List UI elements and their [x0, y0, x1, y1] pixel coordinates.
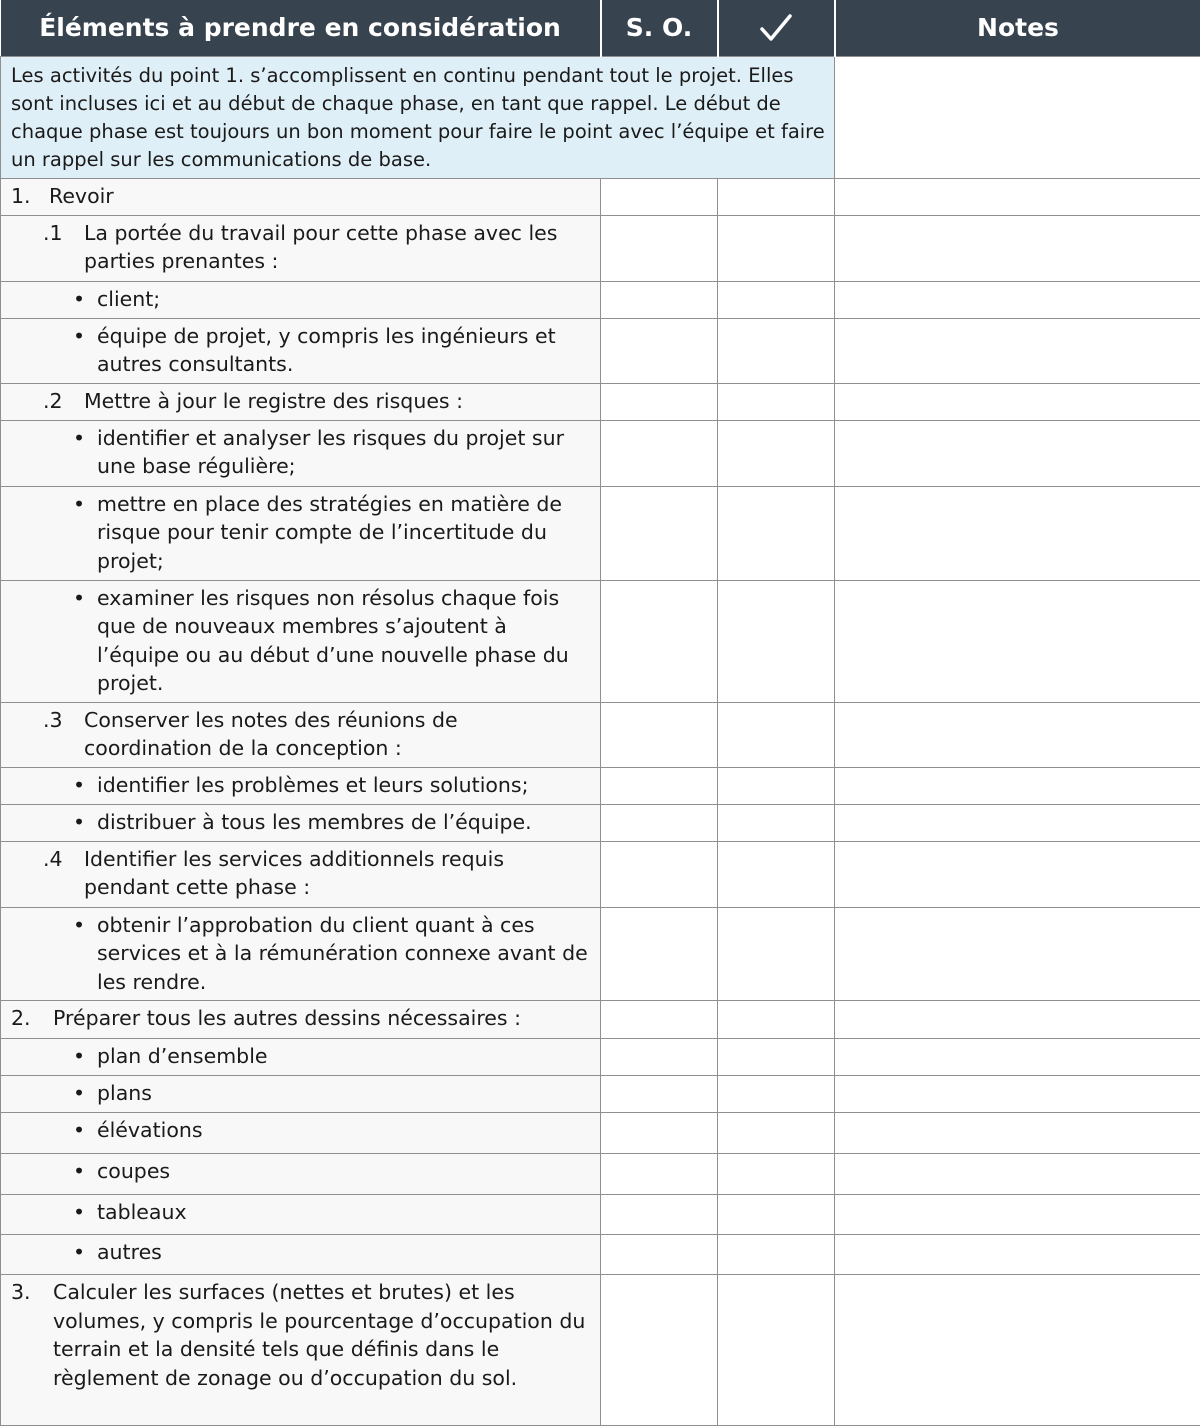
- item-cell: [1, 1154, 601, 1195]
- table-row: [1, 1154, 1200, 1195]
- na-cell[interactable]: [601, 1275, 718, 1426]
- header-notes: Notes: [835, 0, 1200, 56]
- bullet-marker: •: [73, 424, 97, 481]
- table-row: [1, 383, 1200, 420]
- check-cell[interactable]: [718, 420, 835, 486]
- check-cell[interactable]: [718, 178, 835, 215]
- na-cell[interactable]: [601, 1113, 718, 1154]
- notes-cell[interactable]: [835, 907, 1200, 1001]
- notes-cell[interactable]: [835, 841, 1200, 907]
- notes-cell[interactable]: [835, 178, 1200, 215]
- table-row: [1, 804, 1200, 841]
- check-cell[interactable]: [718, 767, 835, 804]
- na-cell[interactable]: [601, 580, 718, 702]
- header-row: [1, 0, 1200, 56]
- item-text: mettre en place des stratégies en matière de risque pour tenir compte de l’incertitude du projet;: [97, 490, 592, 576]
- item-cell: [1, 215, 601, 281]
- table-row: [1, 1001, 1200, 1039]
- notes-cell[interactable]: [835, 1154, 1200, 1195]
- notes-cell[interactable]: [835, 215, 1200, 281]
- intro-note: Les activités du point 1. s’accomplissent en continu pendant tout le projet. Elles sont incluses ici et au début de chaque phase, en tant que rappel. Le début de chaque phase est toujours un bon moment pour faire le point avec l’équipe et faire un rappel sur les communications de base.: [1, 56, 835, 178]
- item-text: obtenir l’approbation du client quant à ces services et à la rémunération connexe avant de les rendre.: [97, 911, 592, 997]
- item-marker: .2: [43, 387, 84, 416]
- table-row: [1, 318, 1200, 383]
- item-text: examiner les risques non résolus chaque fois que de nouveaux membres s’ajoutent à l’équipe ou au début d’une nouvelle phase du projet.: [97, 584, 592, 698]
- notes-cell[interactable]: [835, 1195, 1200, 1235]
- notes-cell[interactable]: [835, 486, 1200, 580]
- checkmark-icon: [759, 12, 793, 44]
- item-text: Revoir: [49, 182, 592, 211]
- bullet-marker: •: [73, 285, 97, 314]
- table-row: [1, 215, 1200, 281]
- check-cell[interactable]: [718, 1275, 835, 1426]
- item-marker: .3: [43, 706, 84, 763]
- na-cell[interactable]: [601, 1195, 718, 1235]
- notes-cell[interactable]: [835, 702, 1200, 767]
- check-cell[interactable]: [718, 486, 835, 580]
- notes-cell[interactable]: [835, 1076, 1200, 1113]
- check-cell[interactable]: [718, 1039, 835, 1076]
- item-text: La portée du travail pour cette phase avec les parties prenantes :: [84, 219, 592, 276]
- item-cell: [1, 907, 601, 1001]
- check-cell[interactable]: [718, 1076, 835, 1113]
- na-cell[interactable]: [601, 702, 718, 767]
- na-cell[interactable]: [601, 1001, 718, 1039]
- item-cell: [1, 1113, 601, 1154]
- table-row: [1, 281, 1200, 318]
- check-cell[interactable]: [718, 580, 835, 702]
- bullet-marker: •: [73, 490, 97, 576]
- check-cell[interactable]: [718, 281, 835, 318]
- item-text: Préparer tous les autres dessins nécessaires :: [53, 1004, 592, 1033]
- check-cell[interactable]: [718, 1195, 835, 1235]
- item-marker: .4: [43, 845, 84, 902]
- bullet-marker: •: [73, 771, 97, 800]
- item-text: autres: [97, 1238, 592, 1267]
- notes-cell[interactable]: [835, 318, 1200, 383]
- notes-cell[interactable]: [835, 281, 1200, 318]
- item-cell: [1, 767, 601, 804]
- bullet-marker: •: [73, 911, 97, 997]
- item-cell: [1, 281, 601, 318]
- na-cell[interactable]: [601, 1154, 718, 1195]
- item-text: distribuer à tous les membres de l’équipe.: [97, 808, 592, 837]
- table-row: [1, 767, 1200, 804]
- header-check: [718, 0, 835, 56]
- item-cell: [1, 580, 601, 702]
- bullet-marker: •: [73, 1116, 97, 1145]
- item-text: Mettre à jour le registre des risques :: [84, 387, 592, 416]
- na-cell[interactable]: [601, 767, 718, 804]
- item-cell: [1, 1275, 601, 1426]
- na-cell[interactable]: [601, 383, 718, 420]
- item-text: identifier et analyser les risques du projet sur une base régulière;: [97, 424, 592, 481]
- item-marker: 2.: [11, 1004, 53, 1033]
- na-cell[interactable]: [601, 1235, 718, 1275]
- na-cell[interactable]: [601, 178, 718, 215]
- bullet-marker: •: [73, 322, 97, 379]
- notes-cell[interactable]: [835, 767, 1200, 804]
- notes-cell[interactable]: [835, 1039, 1200, 1076]
- notes-cell[interactable]: [835, 580, 1200, 702]
- notes-cell[interactable]: [835, 1235, 1200, 1275]
- table-row: [1, 841, 1200, 907]
- check-cell[interactable]: [718, 804, 835, 841]
- table-row: [1, 178, 1200, 215]
- item-cell: [1, 178, 601, 215]
- na-cell[interactable]: [601, 318, 718, 383]
- item-text: tableaux: [97, 1198, 592, 1227]
- item-cell: [1, 1076, 601, 1113]
- item-cell: [1, 804, 601, 841]
- bullet-marker: •: [73, 808, 97, 837]
- item-text: Identifier les services additionnels requis pendant cette phase :: [84, 845, 592, 902]
- bullet-marker: •: [73, 1079, 97, 1108]
- item-cell: [1, 1195, 601, 1235]
- table-row: [1, 1113, 1200, 1154]
- item-text: identifier les problèmes et leurs solutions;: [97, 771, 592, 800]
- na-cell[interactable]: [601, 907, 718, 1001]
- notes-cell[interactable]: [835, 383, 1200, 420]
- na-cell[interactable]: [601, 420, 718, 486]
- bullet-marker: •: [73, 1238, 97, 1267]
- item-text: élévations: [97, 1116, 592, 1145]
- na-cell[interactable]: [601, 281, 718, 318]
- table-row: [1, 1039, 1200, 1076]
- table-row: [1, 486, 1200, 580]
- item-text: coupes: [97, 1157, 592, 1186]
- na-cell[interactable]: [601, 804, 718, 841]
- item-cell: [1, 1001, 601, 1039]
- notes-cell[interactable]: [835, 1113, 1200, 1154]
- check-cell[interactable]: [718, 1235, 835, 1275]
- item-text: Conserver les notes des réunions de coordination de la conception :: [84, 706, 592, 763]
- item-cell: [1, 486, 601, 580]
- item-text: équipe de projet, y compris les ingénieurs et autres consultants.: [97, 322, 592, 379]
- item-cell: [1, 841, 601, 907]
- item-text: plan d’ensemble: [97, 1042, 592, 1071]
- intro-row: [1, 56, 1200, 178]
- table-row: [1, 702, 1200, 767]
- item-cell: [1, 702, 601, 767]
- header-items: Éléments à prendre en considération: [1, 0, 601, 56]
- notes-cell[interactable]: [835, 804, 1200, 841]
- item-marker: 3.: [11, 1278, 53, 1392]
- check-cell[interactable]: [718, 1154, 835, 1195]
- notes-cell[interactable]: [835, 1001, 1200, 1039]
- na-cell[interactable]: [601, 1039, 718, 1076]
- notes-cell[interactable]: [835, 56, 1200, 178]
- check-cell[interactable]: [718, 907, 835, 1001]
- table-row: [1, 1235, 1200, 1275]
- table-row: [1, 907, 1200, 1001]
- notes-cell[interactable]: [835, 420, 1200, 486]
- bullet-marker: •: [73, 1198, 97, 1227]
- item-text: client;: [97, 285, 592, 314]
- item-text: Calculer les surfaces (nettes et brutes) et les volumes, y compris le pourcentage d’occupation du terrain et la densité tels que définis dans le règlement de zonage ou d’occupation du sol.: [53, 1278, 592, 1392]
- na-cell[interactable]: [601, 215, 718, 281]
- table-row: [1, 1076, 1200, 1113]
- check-cell[interactable]: [718, 841, 835, 907]
- notes-cell[interactable]: [835, 1275, 1200, 1426]
- na-cell[interactable]: [601, 1076, 718, 1113]
- item-marker: .1: [43, 219, 84, 276]
- check-cell[interactable]: [718, 1001, 835, 1039]
- item-cell: [1, 318, 601, 383]
- bullet-marker: •: [73, 1157, 97, 1186]
- bullet-marker: •: [73, 584, 97, 698]
- check-cell[interactable]: [718, 1113, 835, 1154]
- item-cell: [1, 383, 601, 420]
- check-cell[interactable]: [718, 318, 835, 383]
- item-cell: [1, 1039, 601, 1076]
- item-cell: [1, 1235, 601, 1275]
- item-marker: 1.: [11, 182, 49, 211]
- table-row: [1, 420, 1200, 486]
- check-cell[interactable]: [718, 383, 835, 420]
- na-cell[interactable]: [601, 486, 718, 580]
- check-cell[interactable]: [718, 702, 835, 767]
- item-text: plans: [97, 1079, 592, 1108]
- header-na: S. O.: [601, 0, 718, 56]
- na-cell[interactable]: [601, 841, 718, 907]
- bullet-marker: •: [73, 1042, 97, 1071]
- item-cell: [1, 420, 601, 486]
- table-row: [1, 580, 1200, 702]
- table-row: [1, 1275, 1200, 1426]
- check-cell[interactable]: [718, 215, 835, 281]
- table-row: [1, 1195, 1200, 1235]
